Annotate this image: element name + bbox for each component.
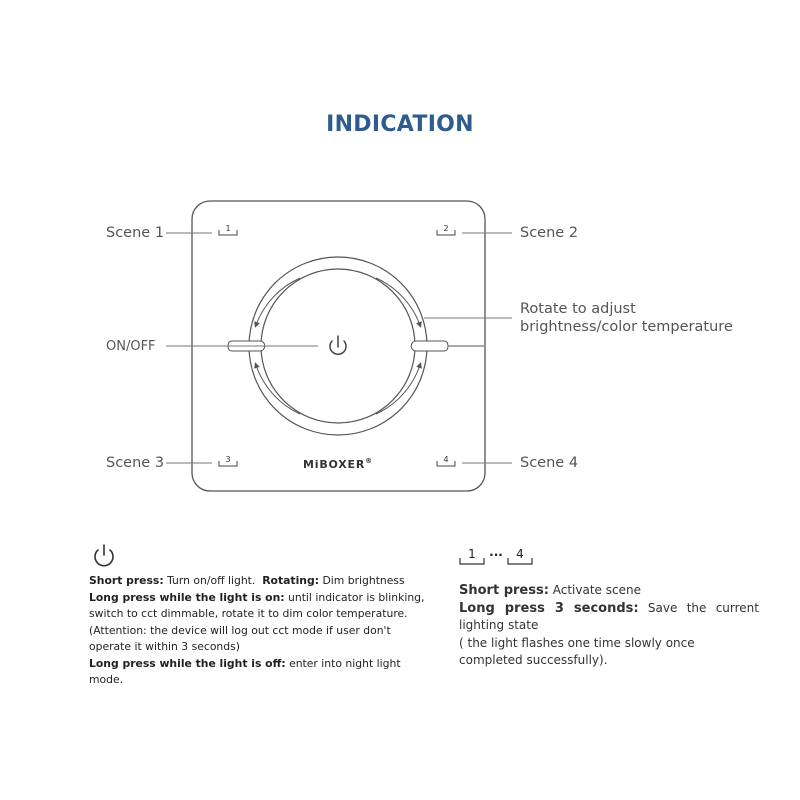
right-slot [411,341,448,351]
scene-key-1-number: 1 [225,224,231,233]
label-scene-1: Scene 1 [106,225,165,241]
label-rotate-line1: Rotate to adjust [520,301,636,317]
scene-key-4-number: 4 [443,455,449,464]
brand-logo: MiBOXER® [303,457,373,471]
label-rotate-line2: brightness/color temperature [520,319,733,335]
power-section-icon [91,542,117,568]
power-long-press-on: Long press while the light is on: until indicator is blinking, switch to cct dimmable, rotate it to dim color temperature. [89,590,425,620]
scene-keys-icon [458,543,538,567]
label-scene-3: Scene 3 [106,455,165,471]
scene-key-2-number: 2 [443,224,449,233]
svg-text:1: 1 [468,547,476,561]
power-attention: (Attention: the device will log out cct mode if user don't operate it within 3 seconds) [89,623,391,653]
label-scene-2: Scene 2 [520,225,579,241]
power-short-press-line: Short press: Turn on/off light. Rotating: Dim brightness [89,574,405,587]
svg-text:4: 4 [516,547,524,561]
scene-key-3-number: 3 [225,455,231,464]
scene-description [459,582,759,670]
page-title: INDICATION [326,112,474,137]
label-scene-4: Scene 4 [520,455,579,471]
scene-note: ( the light flashes one time slowly once completed successfully). [459,635,695,667]
scene-long-press: Long press 3 seconds: Save the current lighting state [459,600,759,632]
power-description [89,573,434,689]
scene-short-press: Short press: Activate scene [459,583,641,598]
power-long-press-off: Long press while the light is off: enter into night light mode. [89,656,401,686]
label-onoff: ON/OFF [106,339,156,354]
svg-text:···: ··· [489,548,503,562]
